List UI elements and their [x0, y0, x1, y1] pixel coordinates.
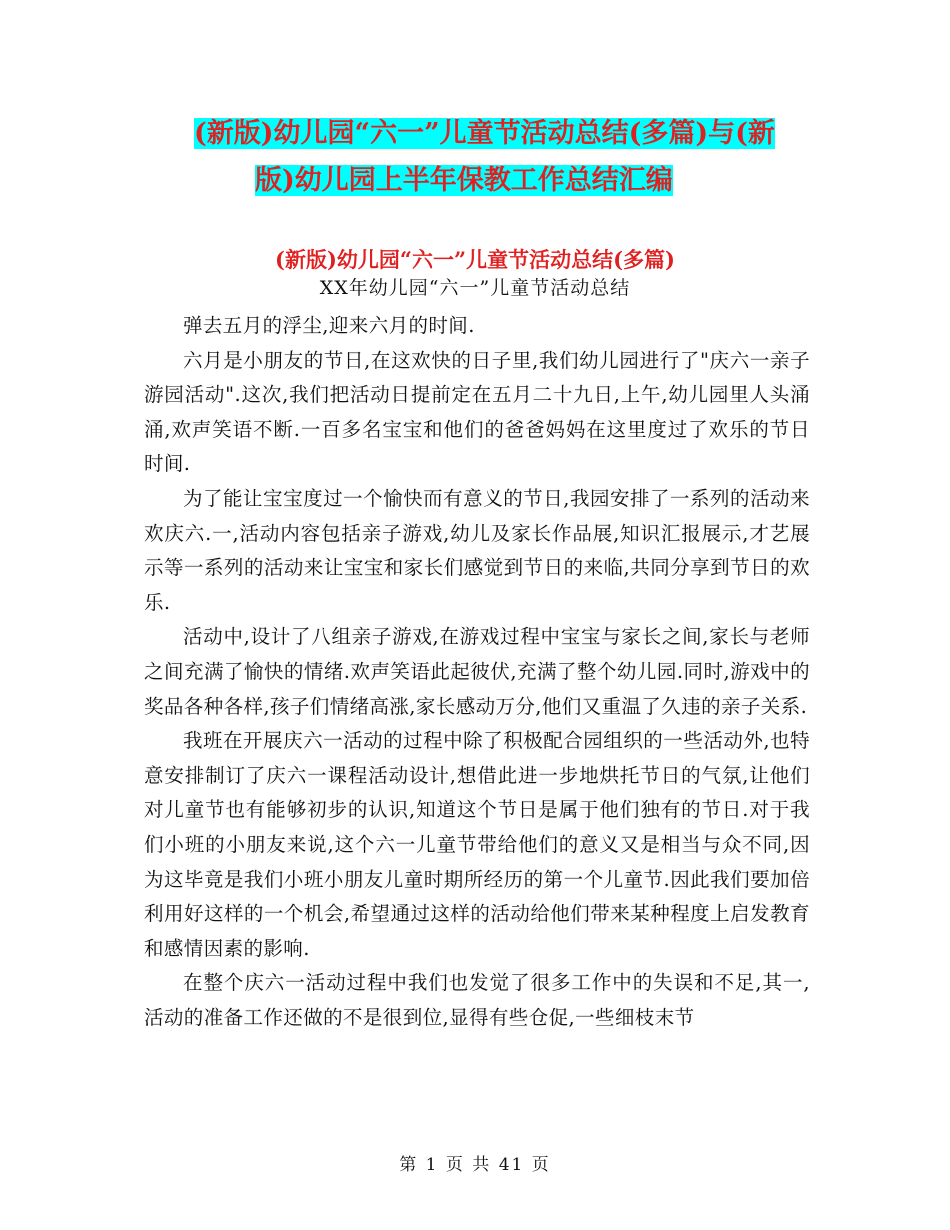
title-line-1-text: (新版)幼儿园“六一”儿童节活动总结(多篇)与(新 [194, 118, 775, 149]
paragraph: 弹去五月的浮尘,迎来六月的时间. [183, 314, 475, 337]
section-subtitle: (新版)幼儿园“六一”儿童节活动总结(多篇) [275, 247, 675, 272]
document-title [150, 110, 810, 204]
article-heading: XX年幼儿园“六一”儿童节活动总结 [319, 277, 631, 299]
paragraph: 为了能让宝宝度过一个愉快而有意义的节日,我园安排了一系列的活动来欢庆六.一,活动内容包括亲子游戏,幼儿及家长作品展,知识汇报展示,才艺展示等一系列的活动来让宝宝和家长们感觉到节日的来临,共同分享到节日的欢乐. [144, 486, 810, 614]
page-footer: 第 1 页 共 41 页 [399, 1155, 551, 1175]
paragraph: 我班在开展庆六一活动的过程中除了积极配合园组织的一些活动外,也特意安排制订了庆六一课程活动设计,想借此进一步地烘托节日的气氛,让他们对儿童节也有能够初步的认识,知道这个节日是属于他们独有的节日.对于我们小班的小朋友来说,这个六一儿童节带给他们的意义又是相当与众不同,因为这毕竟是我们小班小朋友儿童时期所经历的第一个儿童节.因此我们要加倍利用好这样的一个机会,希望通过这样的活动给他们带来某种程度上启发教育和感情因素的影响. [144, 729, 810, 960]
title-line-1 [150, 110, 810, 157]
paragraph: 在整个庆六一活动过程中我们也发觉了很多工作中的失误和不足,其一,活动的准备工作还做的不是很到位,显得有些仓促,一些细枝末节 [144, 971, 810, 1029]
title-line-2 [150, 157, 810, 204]
paragraph: 活动中,设计了八组亲子游戏,在游戏过程中宝宝与家长之间,家长与老师之间充满了愉快的情绪.欢声笑语此起彼伏,充满了整个幼儿园.同时,游戏中的奖品各种各样,孩子们情绪高涨,家长感动万分,他们又重温了久违的亲子关系. [144, 625, 810, 718]
article-body [144, 309, 810, 1035]
title-line-2-text: 版)幼儿园上半年保教工作总结汇编 [255, 165, 673, 196]
paragraph: 六月是小朋友的节日,在这欢快的日子里,我们幼儿园进行了"庆六一亲子游园活动".这次,我们把活动日提前定在五月二十九日,上午,幼儿园里人头涌涌,欢声笑语不断.一百多名宝宝和他们的爸爸妈妈在这里度过了欢乐的节日时间. [144, 348, 810, 476]
